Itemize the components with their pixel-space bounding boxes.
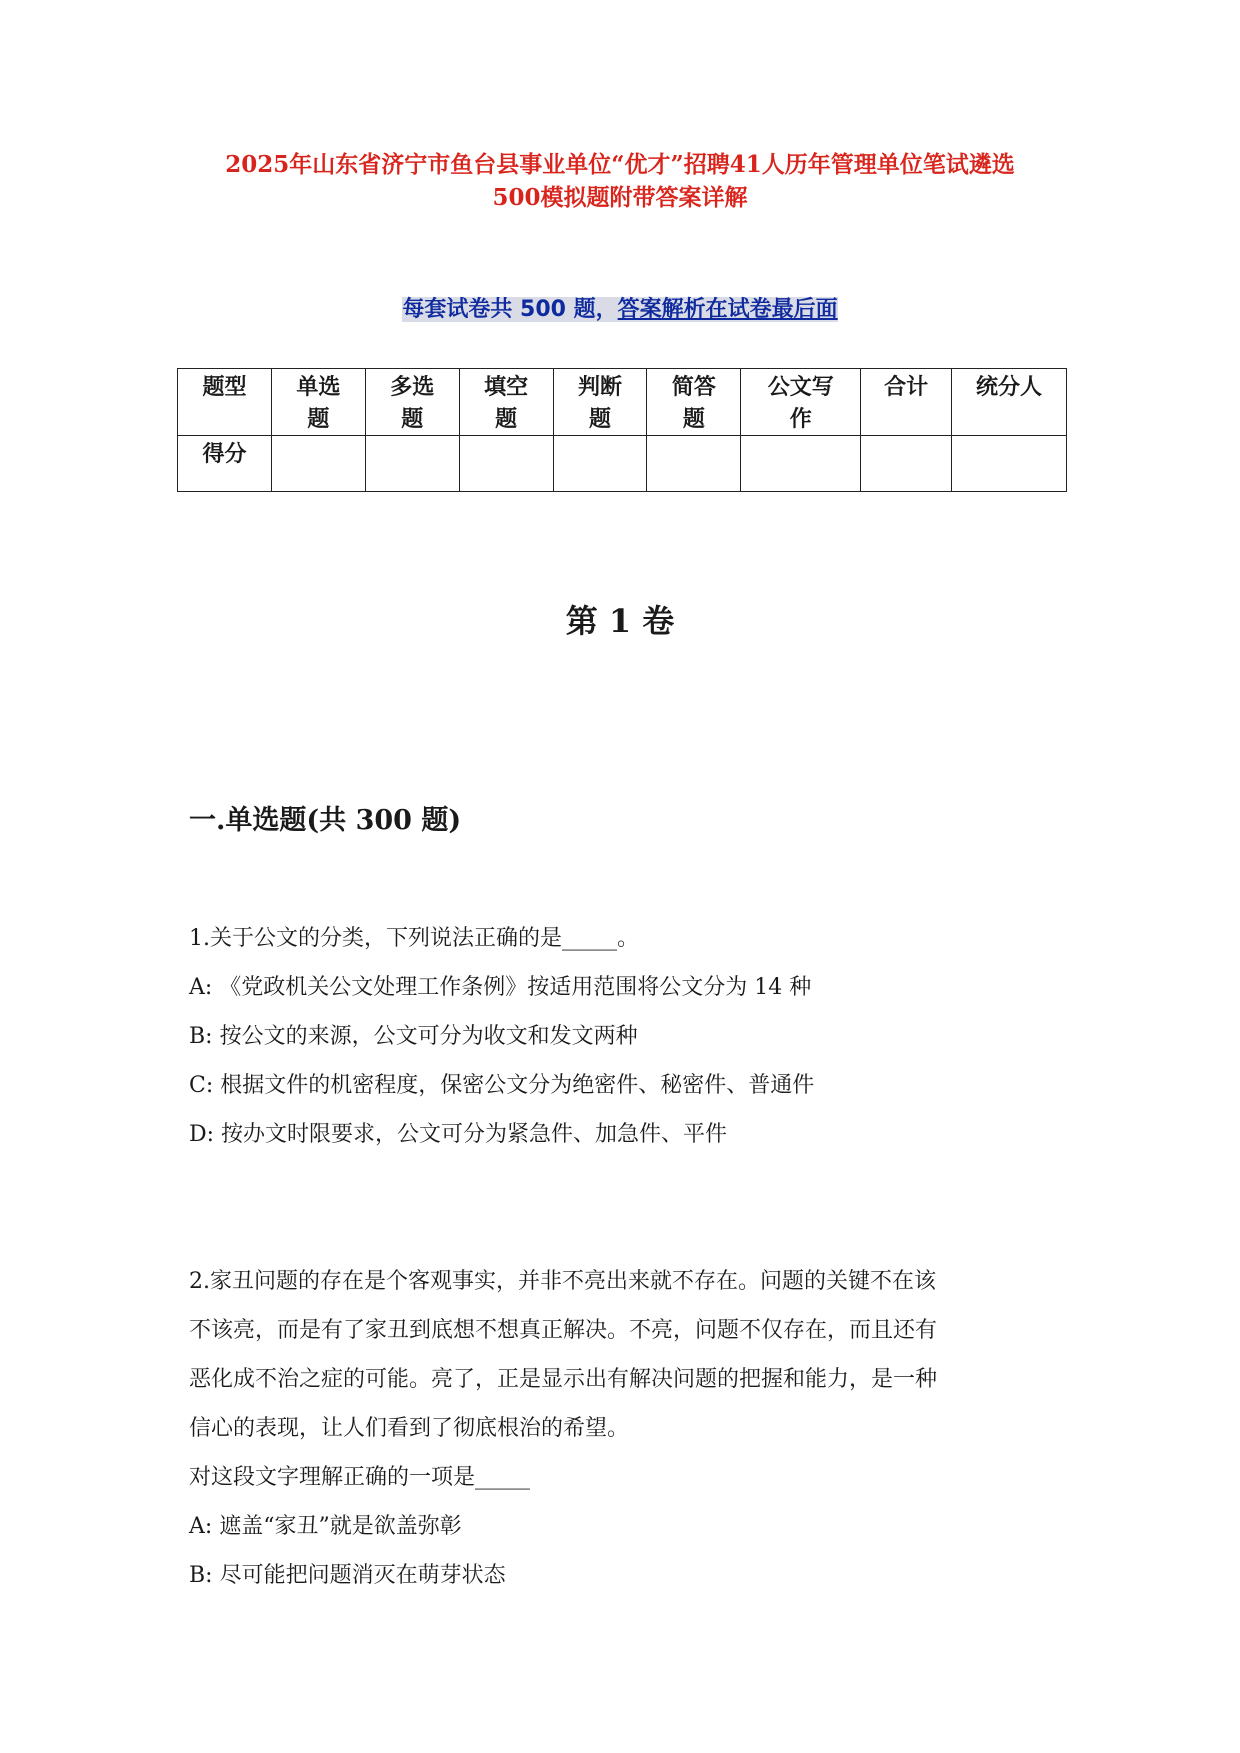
score-cell: [271, 436, 365, 492]
question-1: [189, 914, 1049, 1159]
header-true-false: 判断 题: [553, 369, 647, 436]
exam-notice: [0, 292, 1240, 323]
score-table: [177, 368, 1067, 492]
answer-location-link[interactable]: 答案解析在试卷最后面: [617, 297, 838, 322]
header-official-writing: 公文写 作: [741, 369, 861, 436]
question-prompt: 对这段文字理解正确的一项是_____: [189, 1465, 531, 1490]
option-a: A: 遮盖“家丑”就是欲盖弥彰: [189, 1514, 462, 1539]
question-stem: 1.关于公文的分类，下列说法正确的是_____。: [189, 926, 639, 951]
question-stem-line: 不该亮，而是有了家丑到底想不想真正解决。不亮，问题不仅存在，而且还有: [189, 1318, 938, 1343]
header-single-choice: 单选 题: [271, 369, 365, 436]
score-cell: [365, 436, 459, 492]
header-fill-blank: 填空 题: [459, 369, 553, 436]
question-stem-line: 2.家丑问题的存在是个客观事实，并非不亮出来就不存在。问题的关键不在该: [189, 1269, 936, 1294]
volume-title: 第 1 卷: [565, 602, 675, 640]
section-title: 一.单选题(共 300 题): [189, 805, 462, 836]
score-cell: [647, 436, 741, 492]
option-a: A: 《党政机关公文处理工作条例》按适用范围将公文分为 14 种: [189, 975, 812, 1000]
option-c: C: 根据文件的机密程度，保密公文分为绝密件、秘密件、普通件: [189, 1073, 815, 1098]
header-question-type: 题型: [178, 369, 272, 436]
score-cell: [459, 436, 553, 492]
option-d: D: 按办文时限要求，公文可分为紧急件、加急件、平件: [189, 1122, 728, 1147]
header-short-answer: 简答 题: [647, 369, 741, 436]
header-scorer: 统分人: [952, 369, 1067, 436]
score-cell: [741, 436, 861, 492]
header-total: 合计: [861, 369, 952, 436]
option-b: B: 尽可能把问题消灭在萌芽状态: [189, 1563, 506, 1588]
question-stem-line: 恶化成不治之症的可能。亮了，正是显示出有解决问题的把握和能力，是一种: [189, 1367, 938, 1392]
document-title-line-2: 500模拟题附带答案详解: [492, 184, 748, 211]
document-title-line-1: 2025年山东省济宁市鱼台县事业单位“优才”招聘41人历年管理单位笔试遴选: [225, 151, 1015, 178]
option-b: B: 按公文的来源，公文可分为收文和发文两种: [189, 1024, 638, 1049]
question-stem-line: 信心的表现，让人们看到了彻底根治的希望。: [189, 1416, 630, 1441]
question-2: [189, 1257, 1049, 1600]
row-label-score: 得分: [178, 436, 272, 492]
notice-prefix: 每套试卷共 500 题，: [402, 297, 618, 322]
score-cell: [952, 436, 1067, 492]
document-title: [178, 148, 1062, 214]
header-multiple-choice: 多选 题: [365, 369, 459, 436]
score-cell: [553, 436, 647, 492]
score-cell: [861, 436, 952, 492]
